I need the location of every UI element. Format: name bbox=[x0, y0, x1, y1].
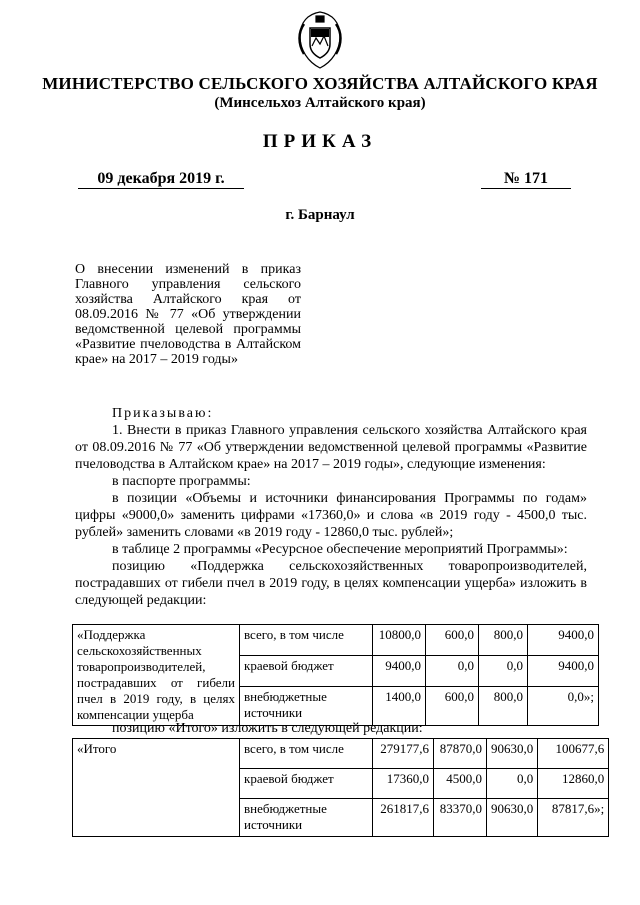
table1-cell: 0,0 bbox=[479, 656, 528, 687]
coat-of-arms-emblem bbox=[294, 10, 346, 70]
paragraph-4: в таблице 2 программы «Ресурсное обеспечение мероприятий Программы»: bbox=[112, 542, 568, 557]
order-body bbox=[75, 405, 587, 609]
table2-source: внебюджетные источники bbox=[240, 799, 373, 837]
table2-source: краевой бюджет bbox=[240, 769, 373, 799]
table-row bbox=[73, 625, 599, 656]
paragraph-2: в паспорте программы: bbox=[112, 474, 251, 489]
table1-source: внебюджетные источники bbox=[240, 687, 373, 726]
table2-cell: 261817,6 bbox=[373, 799, 434, 837]
table2-cell: 90630,0 bbox=[487, 739, 538, 769]
table1-source: краевой бюджет bbox=[240, 656, 373, 687]
table1-source: всего, в том числе bbox=[240, 625, 373, 656]
table2-cell: 90630,0 bbox=[487, 799, 538, 837]
table2-cell: 87870,0 bbox=[434, 739, 487, 769]
order-word: Приказываю: bbox=[112, 406, 214, 421]
table1-cell: 800,0 bbox=[479, 687, 528, 726]
table-support-position bbox=[72, 624, 599, 726]
order-subject bbox=[75, 262, 301, 367]
table2-source: всего, в том числе bbox=[240, 739, 373, 769]
table1-cell: 9400,0 bbox=[528, 656, 599, 687]
table1-cell: 10800,0 bbox=[373, 625, 426, 656]
table2-cell: 4500,0 bbox=[434, 769, 487, 799]
order-title: ПРИКАЗ bbox=[262, 131, 378, 152]
table2-cell: 17360,0 bbox=[373, 769, 434, 799]
ministry-name: МИНИСТЕРСТВО СЕЛЬСКОГО ХОЗЯЙСТВА АЛТАЙСКОГО КРАЯ bbox=[42, 74, 598, 93]
table1-cell: 800,0 bbox=[479, 625, 528, 656]
table2-cell: 87817,6»; bbox=[538, 799, 609, 837]
table1-cell: 9400,0 bbox=[373, 656, 426, 687]
table2-cell: 83370,0 bbox=[434, 799, 487, 837]
table-total-position bbox=[72, 738, 609, 837]
table1-cell: 9400,0 bbox=[528, 625, 599, 656]
paragraph-5: позицию «Поддержка сельскохозяйственных товаропроизводителей, пострадавших от гибели пчел в 2019 году, в целях компенсации ущерба» изложить в следующей редакции: bbox=[75, 559, 587, 608]
table1-cell: 0,0»; bbox=[528, 687, 599, 726]
table1-cell: 1400,0 bbox=[373, 687, 426, 726]
city: г. Барнаул bbox=[285, 207, 355, 223]
ministry-short-name: (Минсельхоз Алтайского края) bbox=[214, 95, 426, 111]
table1-cell: 600,0 bbox=[426, 687, 479, 726]
table1-cell: 0,0 bbox=[426, 656, 479, 687]
table1-cell: 600,0 bbox=[426, 625, 479, 656]
table2-cell: 279177,6 bbox=[373, 739, 434, 769]
paragraph-1: 1. Внести в приказ Главного управления сельского хозяйства Алтайского края от 08.09.2016 № 77 «Об утверждении ведомственной целевой программы «Развитие пчеловодства в Алтайском крае» на 2017 – 2019 годы», следующие изменения: bbox=[75, 423, 587, 472]
order-date: 09 декабря 2019 г. bbox=[78, 170, 244, 189]
subject-text: О внесении изменений в приказ Главного управления сельского хозяйства Алтайского края от 08.09.2016 № 77 «Об утверждении ведомственной целевой программы «Развитие пчеловодства в Алтайском крае» на 2017 – 2019 годы» bbox=[75, 262, 301, 367]
table2-cell: 100677,6 bbox=[538, 739, 609, 769]
table1-label: «Поддержка сельскохозяйственных товаропроизводителей, пострадавших от гибели пчел в 2019 году, в целях компенсации ущерба bbox=[73, 625, 240, 726]
paragraph-6: позицию «Итого» изложить в следующей редакции: bbox=[112, 721, 423, 736]
table2-cell: 0,0 bbox=[487, 769, 538, 799]
table-row bbox=[73, 739, 609, 769]
paragraph-3: в позиции «Объемы и источники финансирования Программы по годам» цифры «9000,0» заменить цифрами «17360,0» и слова «в 2019 году - 4500,0 тыс. рублей» заменить словами «в 2019 году - 12860,0 тыс. рублей»; bbox=[75, 491, 587, 540]
table2-label: «Итого bbox=[73, 739, 240, 837]
table2-cell: 12860,0 bbox=[538, 769, 609, 799]
order-number: № 171 bbox=[481, 170, 571, 189]
